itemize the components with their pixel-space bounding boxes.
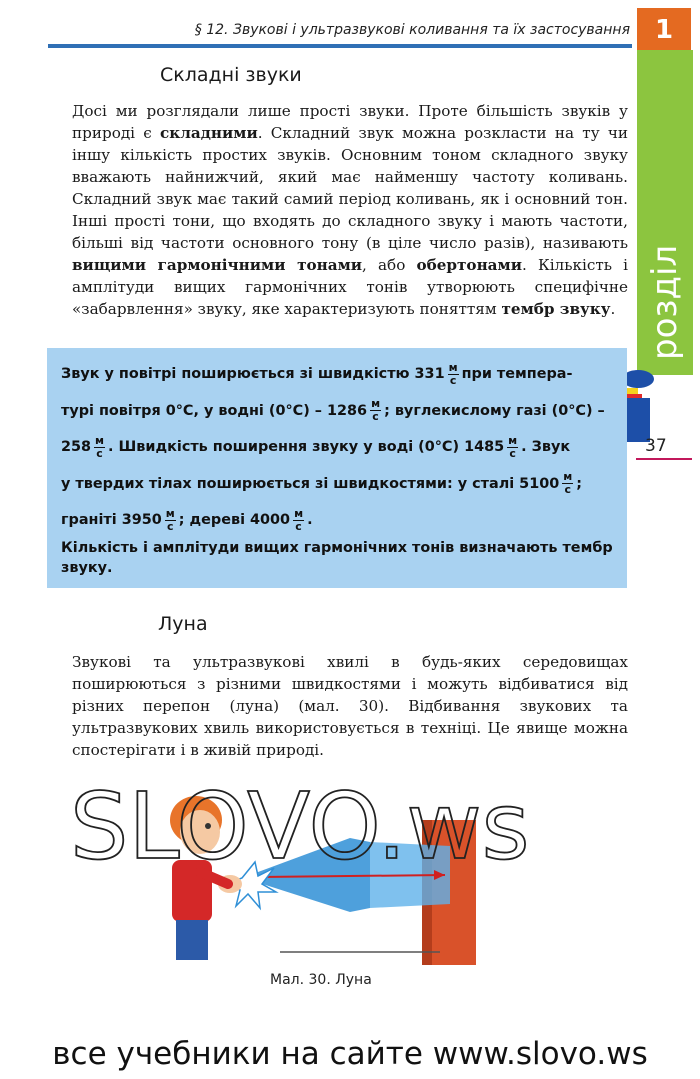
watermark-logo: [70, 780, 630, 870]
chapter-label: розділ: [645, 244, 685, 360]
page-number-underline: [636, 458, 692, 460]
unit-fraction: $\frac{м}{с}$: [371, 397, 381, 423]
svg-text:SLOVO.ws: SLOVO.ws: [70, 780, 530, 870]
info-box-timbre: Кількість і амплітуди вищих гармонічних тонів визначають тембр звуку.: [61, 540, 613, 576]
info-box-speeds: Звук у повітрі поширюється зі швидкістю 331 $\frac{м}{с}$ при темпера- турі повітря 0°С, у водні (0°С) – 1286 $\frac{м}{с}$ ; вуглекислому газі (0°С) – 258 $\frac{м}{с}$ . Швидкість поширення звуку у воді (0°С) 1485 $\frac{м}{с}$ . Звук у твердих тілах поширюється зі швидкостями: у сталі 5100 $\frac{м}{с}$ ; граніті 3950 $\frac{м}{с}$ ; дереві 4000 $\frac{м}{с}$ .: [61, 360, 605, 533]
figure-caption: Мал. 30. Луна: [270, 972, 372, 988]
chapter-number: 1: [637, 8, 691, 50]
unit-fraction: $\frac{м}{с}$: [448, 360, 458, 387]
section-title-echo: Луна: [158, 613, 208, 635]
header-divider: [48, 44, 632, 48]
unit-fraction: $\frac{м}{с}$: [294, 506, 304, 533]
unit-fraction: $\frac{м}{с}$: [563, 470, 573, 496]
unit-fraction: $\frac{м}{с}$: [165, 506, 175, 533]
section-title-complex-sounds: Складні звуки: [160, 64, 302, 86]
chapter-tab: [637, 50, 693, 375]
running-header: § 12. Звукові і ультразвукові коливання та їх застосування: [194, 22, 630, 38]
footer-site-text: все учебники на сайте www.slovo.ws: [52, 1036, 648, 1072]
unit-fraction: $\frac{м}{с}$: [95, 433, 105, 460]
unit-fraction: $\frac{м}{с}$: [508, 433, 518, 460]
paragraph-echo: Звукові та ультразвукові хвилі в будь-яких середовищах поширюються з різними швидкостями і можуть відбиватися від різних перепон (луна) (мал. 30). Відбивання звукових та ультразвукових хвиль використовується в техніці. Це явище можна спостерігати і в живій природі.: [72, 653, 628, 759]
paragraph-complex-sounds: Досі ми розглядали лише прості звуки. Проте більшість звуків у природі є складними. Складний звук можна розкласти на ту чи іншу кількість простих звуків. Основним тоном складного звуку вважають найнижчий, який має найменшу частоту коливань. Складний звук має такий самий період коливань, як і основний тон. Інші прості тони, що входять до складного звуку і мають частоти, більші від частоти основного тону (в ціле число разів), називають вищими гармонічними тонами, або обертонами. Кількість і амплітуди вищих гармонічних тонів утворюють специфічне «забарвлення» звуку, яке характеризують поняттям тембр звуку.: [72, 102, 629, 318]
info-box: [47, 348, 627, 588]
page-number: 37: [645, 436, 667, 456]
